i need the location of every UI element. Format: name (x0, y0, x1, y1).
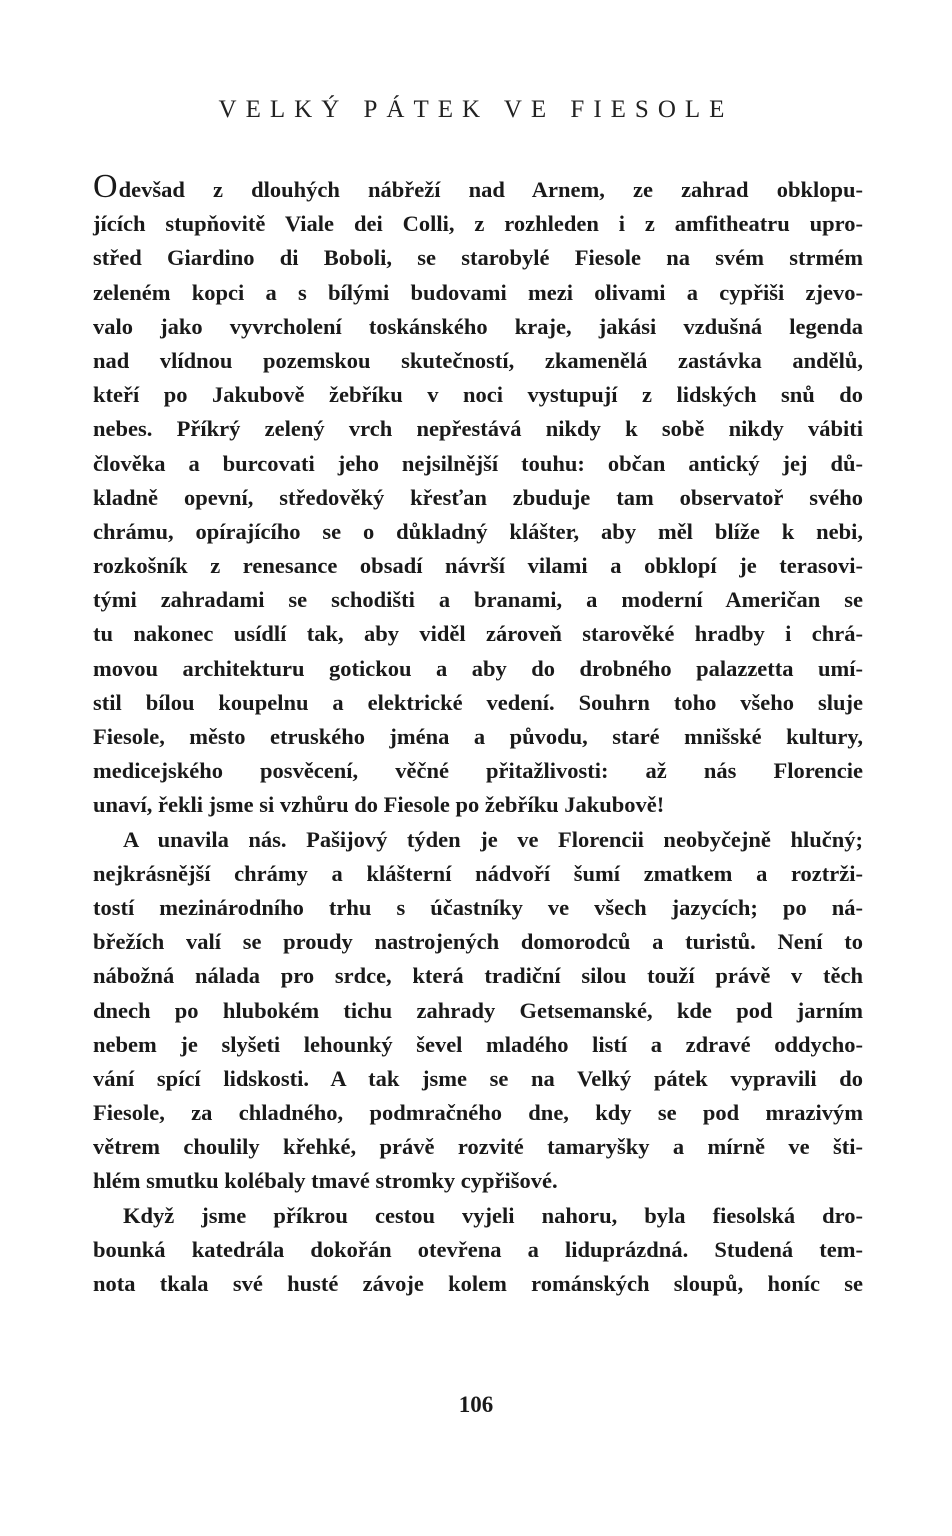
text-line: vání spící lidskosti. A tak jsme se na Velký pátek vypravili do (93, 1065, 863, 1091)
text-line: tu nakonec usídlí tak, aby viděl zároveň starověké hradby i chrá- (93, 621, 863, 647)
text-line: větrem choulily křehké, právě rozvité tamaryšky a mírně ve šti- (93, 1134, 863, 1160)
text-line: Když jsme příkrou cestou vyjeli nahoru, byla fiesolská dro- (123, 1202, 863, 1228)
body-text (93, 168, 863, 1301)
text-line: chrámu, opírajícího se o důkladný klášter, aby měl blíže k nebi, (93, 518, 863, 544)
text-line: jících stupňovitě Viale dei Colli, z rozhleden i z amfitheatru upro- (93, 211, 863, 237)
paragraph-2 (93, 823, 863, 1199)
text-line: člověka a burcovati jeho nejsilnější touhu: občan antický jej dů- (93, 450, 863, 476)
text-line: kladně opevní, středověký křesťan zbuduje tam observatoř svého (93, 484, 863, 510)
text-line: medicejského posvěcení, věčné přitažlivosti: až nás Florencie (93, 758, 863, 784)
text-line: střed Giardino di Boboli, se starobylé Fiesole na svém strmém (93, 245, 863, 271)
text-line: A unavila nás. Pašijový týden je ve Florencii neobyčejně hlučný; (123, 826, 863, 852)
page-number: 106 (458, 1392, 494, 1417)
text-line: nejkrásnější chrámy a klášterní nádvoří šumí zmatkem a roztrži- (93, 860, 863, 886)
text-line: zeleném kopci a s bílými budovami mezi olivami a cypřiši zjevo- (93, 279, 863, 305)
text-line: movou architekturu gotickou a aby do drobného palazzetta umí- (93, 655, 863, 681)
text-line: nota tkala své husté závoje kolem románských sloupů, honíc se (93, 1271, 863, 1296)
text-line: unaví, řekli jsme si vzhůru do Fiesole po žebříku Jakubově! (93, 792, 665, 818)
text-line: dnech po hlubokém tichu zahrady Getsemanské, kde pod jarním (93, 997, 863, 1023)
text-line: břežích valí se proudy nastrojených domorodců a turistů. Není to (93, 929, 863, 955)
text-line: nad vlídnou pozemskou skutečností, zkamenělá zastávka andělů, (93, 347, 863, 373)
text-line: nebem je slyšeti lehounký ševel mladého listí a zdravé oddycho- (93, 1031, 863, 1057)
paragraph-1 (93, 168, 863, 823)
drop-cap: O (93, 168, 118, 205)
text-line: Fiesole, za chladného, podmračného dne, kdy se pod mrazivým (93, 1100, 863, 1126)
text-line: nábožná nálada pro srdce, která tradiční silou touží právě v těch (93, 963, 863, 989)
text-line: kteří po Jakubově žebříku v noci vystupují z lidských snů do (93, 382, 863, 408)
chapter-title: VELKÝ PÁTEK VE FIESOLE (218, 96, 734, 123)
text-line: Odevšad z dlouhých nábřeží nad Arnem, ze zahrad obklopu- (93, 168, 863, 205)
text-line: hlém smutku kolébaly tmavé stromky cypřišové. (93, 1168, 558, 1194)
text-line: Fiesole, město etruského jména a původu, staré mnišské kultury, (93, 724, 863, 749)
text-line: valo jako vyvrcholení toskánského kraje, jakási vzdušná legenda (93, 313, 863, 339)
text-line: stil bílou koupelnu a elektrické vedení. Souhrn toho všeho sluje (93, 689, 863, 715)
text-line: tými zahradami se schodišti a branami, a moderní Američan se (93, 587, 863, 613)
text-line: rozkošník z renesance obsadí návrší vilami a obklopí je terasovi- (93, 553, 863, 579)
paragraph-3 (93, 1199, 863, 1302)
text-line: tostí mezinárodního trhu s účastníky ve všech jazycích; po ná- (93, 894, 863, 920)
text-line: nebes. Příkrý zelený vrch nepřestává nikdy k sobě nikdy vábiti (93, 416, 863, 442)
text-line: bounká katedrála dokořán otevřena a liduprázdná. Studená tem- (93, 1236, 863, 1262)
